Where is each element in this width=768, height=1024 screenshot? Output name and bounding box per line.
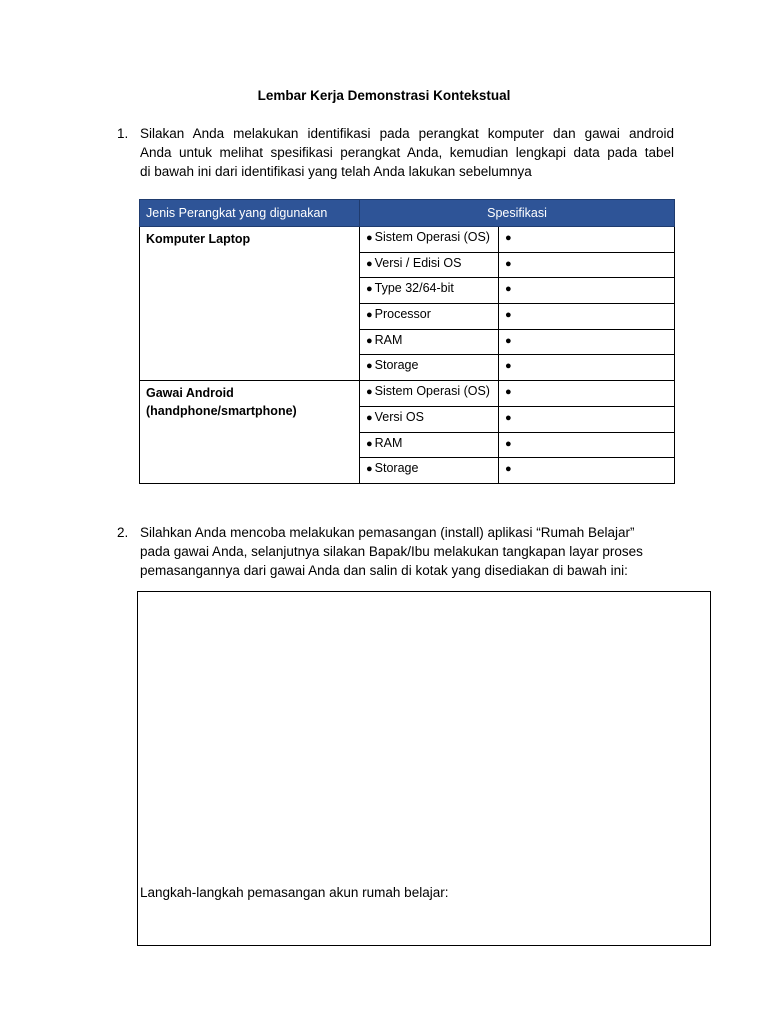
- instruction-1-line: Anda untuk melihat spesifikasi perangkat Anda, kemudian lengkapi data pada tabel: [140, 145, 674, 160]
- spec-value-field[interactable]: [499, 227, 675, 253]
- instruction-1-line: di bawah ini dari identifikasi yang telah Anda lakukan sebelumnya: [140, 164, 532, 179]
- bullet-icon: ●: [366, 257, 373, 270]
- bullet-icon: ●: [505, 411, 512, 424]
- spec-label: [360, 278, 499, 304]
- bullet-icon: ●: [505, 283, 512, 296]
- spec-value-field[interactable]: [499, 432, 675, 458]
- installation-steps-label: Langkah-langkah pemasangan akun rumah belajar:: [140, 885, 449, 900]
- spec-label-text: Storage: [374, 358, 419, 373]
- spec-value-field[interactable]: [499, 406, 675, 432]
- device-android-name: Gawai Android: [146, 386, 234, 401]
- bullet-icon: ●: [366, 411, 373, 424]
- bullet-icon: ●: [505, 463, 512, 476]
- device-laptop: Komputer Laptop: [140, 227, 360, 381]
- spec-value-field[interactable]: [499, 458, 675, 484]
- bullet-icon: ●: [505, 232, 512, 244]
- instruction-2-text: [140, 523, 700, 580]
- bullet-icon: ●: [505, 386, 512, 399]
- spec-value-field[interactable]: [499, 252, 675, 278]
- spec-label-text: Type 32/64-bit: [374, 281, 454, 296]
- spec-label: [360, 252, 499, 278]
- instruction-2-line: pada gawai Anda, selanjutnya silakan Bapak/Ibu melakukan tangkapan layar proses: [140, 544, 643, 559]
- spec-label-text: Storage: [374, 461, 419, 476]
- spec-label-text: Sistem Operasi (OS): [374, 384, 490, 399]
- bullet-icon: ●: [366, 360, 373, 373]
- spec-label: [360, 381, 499, 407]
- instruction-1-line: Silakan Anda melakukan identifikasi pada perangkat komputer dan gawai android: [140, 126, 674, 141]
- spec-value-field[interactable]: [499, 304, 675, 330]
- page-title: Lembar Kerja Demonstrasi Kontekstual: [257, 88, 511, 103]
- spec-label: [360, 227, 499, 253]
- bullet-icon: ●: [366, 437, 373, 450]
- header-device-type: Jenis Perangkat yang digunakan: [140, 200, 360, 227]
- instruction-2-line: Silahkan Anda mencoba melakukan pemasangan (install) aplikasi “Rumah Belajar”: [140, 525, 635, 540]
- spec-label: [360, 432, 499, 458]
- spec-value-field[interactable]: [499, 329, 675, 355]
- bullet-icon: ●: [366, 283, 373, 296]
- spec-label: [360, 304, 499, 330]
- spec-label-text: Sistem Operasi (OS): [374, 230, 490, 244]
- spec-label: [360, 406, 499, 432]
- spec-label-text: Processor: [374, 307, 431, 322]
- instruction-2-line: pemasangannya dari gawai Anda dan salin di kotak yang disediakan di bawah ini:: [140, 563, 628, 578]
- spec-label: [360, 329, 499, 355]
- spec-table: [139, 199, 675, 484]
- table-header-row: [140, 200, 675, 227]
- screenshot-answer-box[interactable]: [137, 591, 711, 946]
- spec-value-field[interactable]: [499, 355, 675, 381]
- spec-label: [360, 355, 499, 381]
- bullet-icon: ●: [366, 334, 373, 347]
- bullet-icon: ●: [366, 463, 373, 476]
- bullet-icon: ●: [366, 309, 373, 322]
- table-row: [140, 227, 675, 253]
- spec-label-text: Versi / Edisi OS: [374, 255, 462, 270]
- bullet-icon: ●: [505, 437, 512, 450]
- spec-label-text: Versi OS: [374, 409, 424, 424]
- table-row: [140, 381, 675, 407]
- bullet-icon: ●: [505, 309, 512, 322]
- device-android-subtitle: (handphone/smartphone): [146, 404, 297, 419]
- bullet-icon: ●: [366, 386, 373, 399]
- spec-value-field[interactable]: [499, 278, 675, 304]
- device-android: [140, 381, 360, 484]
- spec-label: [360, 458, 499, 484]
- bullet-icon: ●: [505, 257, 512, 270]
- spec-value-field[interactable]: [499, 381, 675, 407]
- header-specification: Spesifikasi: [360, 200, 675, 227]
- instruction-2-number: 2.: [117, 525, 129, 540]
- bullet-icon: ●: [505, 360, 512, 373]
- spec-label-text: RAM: [374, 435, 403, 450]
- instruction-1-text: [140, 124, 674, 181]
- spec-label-text: RAM: [374, 332, 403, 347]
- bullet-icon: ●: [366, 232, 373, 244]
- instruction-1-number: 1.: [117, 126, 129, 141]
- bullet-icon: ●: [505, 334, 512, 347]
